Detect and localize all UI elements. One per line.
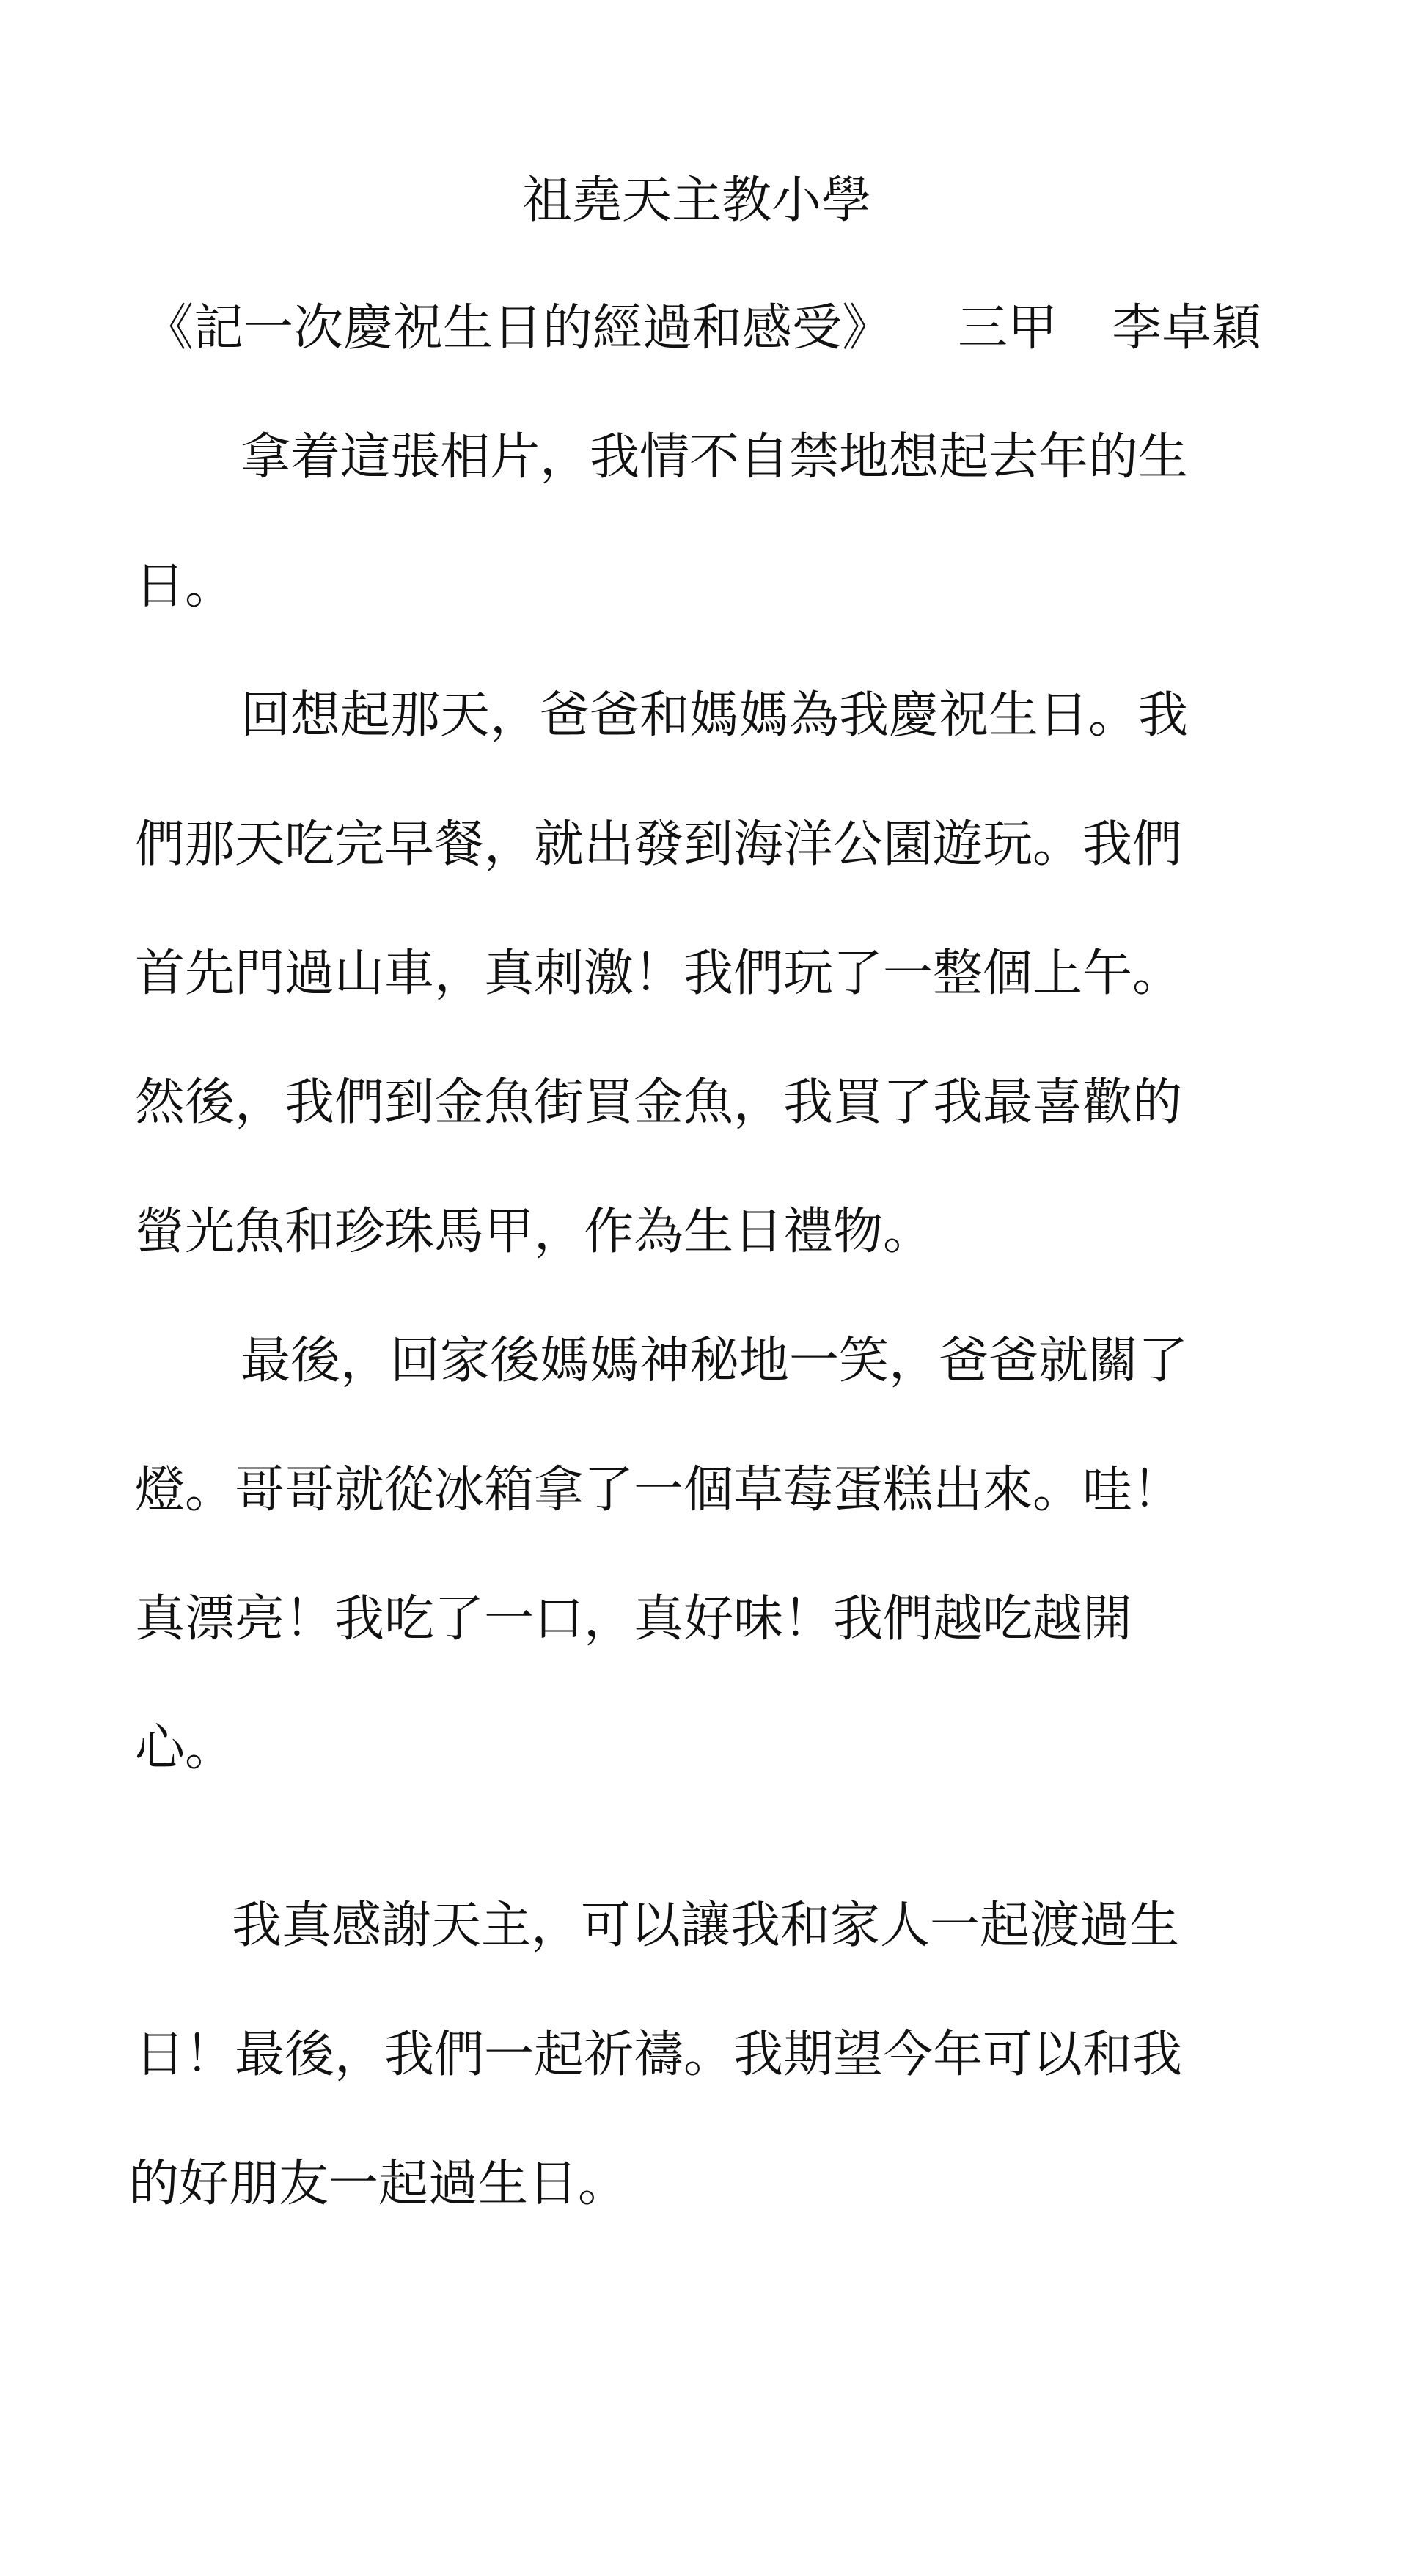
paragraph-line: 日。 (135, 557, 235, 615)
paragraph-line: 燈。哥哥就從冰箱拿了一個草莓蛋糕出來。哇！ (135, 1461, 1183, 1519)
paragraph-line: 回想起那天，爸爸和媽媽為我慶祝生日。我 (241, 687, 1189, 744)
paragraph-line: 最後，回家後媽媽神秘地一笑，爸爸就關了 (241, 1332, 1189, 1390)
paragraph-line: 拿着這張相片，我情不自禁地想起去年的生 (241, 428, 1189, 486)
essay-title: 《記一次慶祝生日的經過和感受》 (144, 299, 892, 357)
class-name: 三甲 (958, 299, 1058, 357)
paragraph-line: 螢光魚和珍珠馬甲，作為生日禮物。 (135, 1203, 934, 1261)
author-name: 李卓穎 (1112, 299, 1262, 357)
paragraph-line: 們那天吃完早餐，就出發到海洋公園遊玩。我們 (135, 816, 1183, 874)
paragraph-line: 的好朋友一起過生日。 (129, 2155, 628, 2213)
paragraph-line: 我真感謝天主，可以讓我和家人一起渡過生 (232, 1897, 1180, 1955)
school-name: 祖堯天主教小學 (522, 172, 872, 230)
paragraph-line: 心。 (135, 1719, 235, 1777)
paragraph-line: 然後，我們到金魚街買金魚，我買了我最喜歡的 (135, 1074, 1183, 1132)
paragraph-line: 真漂亮！我吃了一口，真好味！我們越吃越開 (135, 1590, 1133, 1648)
paragraph-line: 首先門過山車，真刺激！我們玩了一整個上午。 (135, 945, 1183, 1003)
paragraph-line: 日！最後，我們一起祈禱。我期望今年可以和我 (135, 2026, 1183, 2084)
